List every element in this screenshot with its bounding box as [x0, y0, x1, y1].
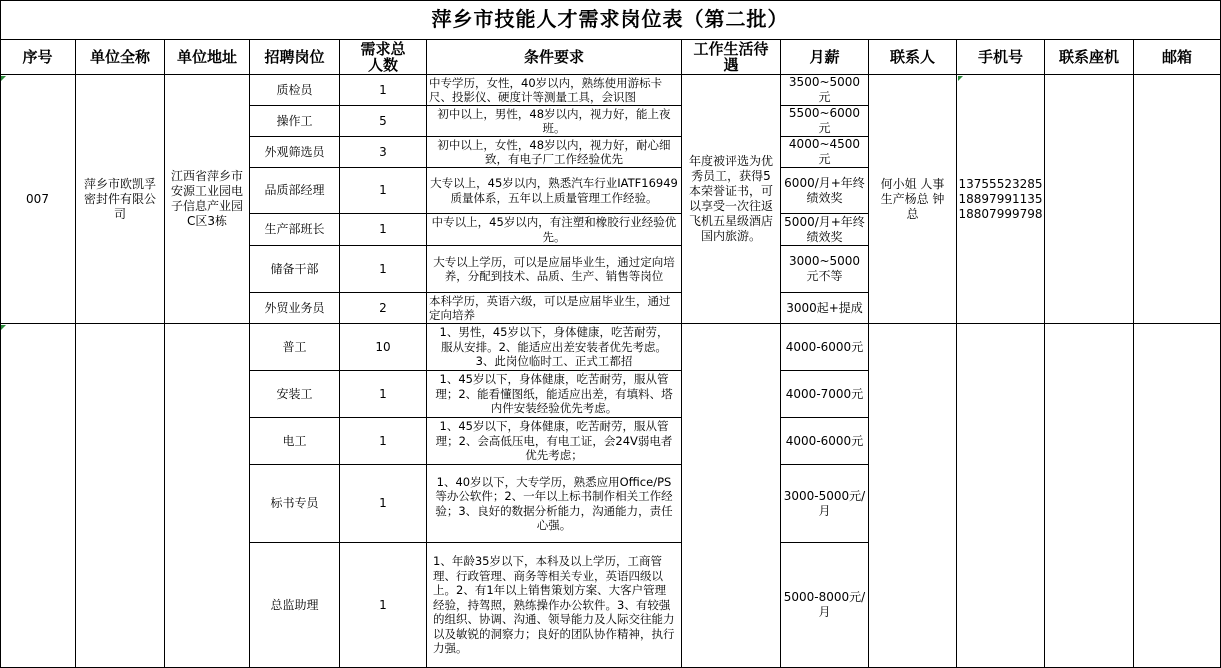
job-requirements[interactable]: 1、45岁以下，身体健康，吃苦耐劳，服从管理；2、能看懂图纸，能适应出差，有填料、塔内件安装经验优先考虑。 — [427, 371, 682, 418]
job-count[interactable]: 1 — [340, 418, 427, 465]
job-count[interactable]: 1 — [340, 371, 427, 418]
job-salary[interactable]: 3000~5000元不等 — [781, 246, 869, 293]
job-salary[interactable]: 5500~6000元 — [781, 106, 869, 137]
job-count[interactable]: 2 — [340, 293, 427, 324]
job-requirements[interactable]: 1、男性，45岁以下，身体健康，吃苦耐劳，服从安排。2、能适应出差安装者优先考虑。3、此岗位临时工、正式工都招 — [427, 324, 682, 371]
job-count[interactable]: 3 — [340, 137, 427, 168]
header-position[interactable]: 招聘岗位 — [250, 40, 340, 75]
job-position[interactable]: 标书专员 — [250, 465, 340, 543]
cell-note-marker — [1, 76, 6, 81]
company-a-seq[interactable]: 007 — [0, 75, 76, 324]
job-salary[interactable]: 4000~4500元 — [781, 137, 869, 168]
job-requirements[interactable]: 1、40岁以下，大专学历，熟悉应用Office/PS等办公软件；2、一年以上标书制作相关工作经验；3、良好的数据分析能力，沟通能力，责任心强。 — [427, 465, 682, 543]
company-b-contact[interactable] — [869, 324, 957, 668]
company-b-name[interactable] — [76, 324, 165, 668]
company-a-name[interactable]: 萍乡市欧凯孚密封件有限公司 — [76, 75, 165, 324]
job-count[interactable]: 1 — [340, 75, 427, 106]
header-requirements[interactable]: 条件要求 — [427, 40, 682, 75]
page-title[interactable]: 萍乡市技能人才需求岗位表（第二批） — [0, 0, 1221, 40]
header-count[interactable]: 需求总人数 — [340, 40, 427, 75]
job-count[interactable]: 5 — [340, 106, 427, 137]
job-position[interactable]: 总监助理 — [250, 543, 340, 668]
job-position[interactable]: 储备干部 — [250, 246, 340, 293]
company-a-address[interactable]: 江西省萍乡市安源工业园电子信息产业园C区3栋 — [165, 75, 250, 324]
company-a-mobile[interactable]: 13755523285 18897991135 18807999798 — [957, 75, 1045, 324]
job-requirements[interactable]: 大专以上学历，可以是应届毕业生，通过定向培养，分配到技术、品质、生产、销售等岗位 — [427, 246, 682, 293]
cell-note-marker — [958, 76, 963, 81]
job-position[interactable]: 质检员 — [250, 75, 340, 106]
header-salary[interactable]: 月薪 — [781, 40, 869, 75]
job-salary[interactable]: 3000起+提成 — [781, 293, 869, 324]
company-b-benefits[interactable] — [682, 324, 781, 668]
header-landline[interactable]: 联系座机 — [1045, 40, 1134, 75]
job-requirements[interactable]: 中专学历，女性，40岁以内，熟练使用游标卡尺、投影仪、硬度计等测量工具，会识图 — [427, 75, 682, 106]
job-salary[interactable]: 6000/月+年终绩效奖 — [781, 168, 869, 214]
job-requirements[interactable]: 初中以上，男性，48岁以内，视力好，能上夜班。 — [427, 106, 682, 137]
header-email[interactable]: 邮箱 — [1134, 40, 1221, 75]
job-count[interactable]: 1 — [340, 214, 427, 246]
header-company[interactable]: 单位全称 — [76, 40, 165, 75]
company-b-seq[interactable] — [0, 324, 76, 668]
job-position[interactable]: 生产部班长 — [250, 214, 340, 246]
job-requirements[interactable]: 初中以上，女性，48岁以内，视力好，耐心细致，有电子厂工作经验优先 — [427, 137, 682, 168]
job-salary[interactable]: 3000-5000元/月 — [781, 465, 869, 543]
job-salary[interactable]: 4000-6000元 — [781, 418, 869, 465]
job-salary[interactable]: 4000-7000元 — [781, 371, 869, 418]
job-count[interactable]: 1 — [340, 246, 427, 293]
job-count[interactable]: 10 — [340, 324, 427, 371]
job-position[interactable]: 操作工 — [250, 106, 340, 137]
header-address[interactable]: 单位地址 — [165, 40, 250, 75]
company-a-landline[interactable] — [1045, 75, 1134, 324]
job-requirements[interactable]: 1、年龄35岁以下，本科及以上学历，工商管理、行政管理、商务等相关专业，英语四级以上。2、有1年以上销售策划方案、大客户管理经验，持驾照，熟练操作办公软件。3、有较强的组织、协调、沟通、领导能力及人际交往能力以及敏锐的洞察力；良好的团队协作精神，执行力强。 — [427, 543, 682, 668]
cell-note-marker — [1, 325, 6, 330]
job-count[interactable]: 1 — [340, 543, 427, 668]
job-position[interactable]: 普工 — [250, 324, 340, 371]
job-requirements[interactable]: 1、45岁以下，身体健康，吃苦耐劳，服从管理；2、会高低压电，有电工证，会24V弱电者优先考虑； — [427, 418, 682, 465]
job-count[interactable]: 1 — [340, 465, 427, 543]
header-benefits[interactable]: 工作生活待遇 — [682, 40, 781, 75]
job-requirements[interactable]: 大专以上，45岁以内，熟悉汽车行业IATF16949质量体系，五年以上质量管理工作经验。 — [427, 168, 682, 214]
job-position[interactable]: 外贸业务员 — [250, 293, 340, 324]
job-count[interactable]: 1 — [340, 168, 427, 214]
job-position[interactable]: 安装工 — [250, 371, 340, 418]
header-contact[interactable]: 联系人 — [869, 40, 957, 75]
company-b-email[interactable] — [1134, 324, 1221, 668]
company-b-landline[interactable] — [1045, 324, 1134, 668]
job-position[interactable]: 品质部经理 — [250, 168, 340, 214]
company-b-address[interactable] — [165, 324, 250, 668]
job-salary[interactable]: 5000-8000元/月 — [781, 543, 869, 668]
header-seq[interactable]: 序号 — [0, 40, 76, 75]
company-a-benefits[interactable]: 年度被评选为优秀员工，获得5本荣誉证书，可以享受一次往返飞机五星级酒店国内旅游。 — [682, 75, 781, 324]
header-mobile[interactable]: 手机号 — [957, 40, 1045, 75]
job-position[interactable]: 外观筛选员 — [250, 137, 340, 168]
job-salary[interactable]: 4000-6000元 — [781, 324, 869, 371]
job-requirements[interactable]: 中专以上，45岁以内，有注塑和橡胶行业经验优先。 — [427, 214, 682, 246]
company-b-mobile[interactable] — [957, 324, 1045, 668]
job-salary[interactable]: 5000/月+年终绩效奖 — [781, 214, 869, 246]
job-requirements[interactable]: 本科学历，英语六级，可以是应届毕业生，通过定向培养 — [427, 293, 682, 324]
company-a-email[interactable] — [1134, 75, 1221, 324]
company-a-contact[interactable]: 何小姐 人事 生产杨总 钟总 — [869, 75, 957, 324]
job-salary[interactable]: 3500~5000元 — [781, 75, 869, 106]
job-position[interactable]: 电工 — [250, 418, 340, 465]
